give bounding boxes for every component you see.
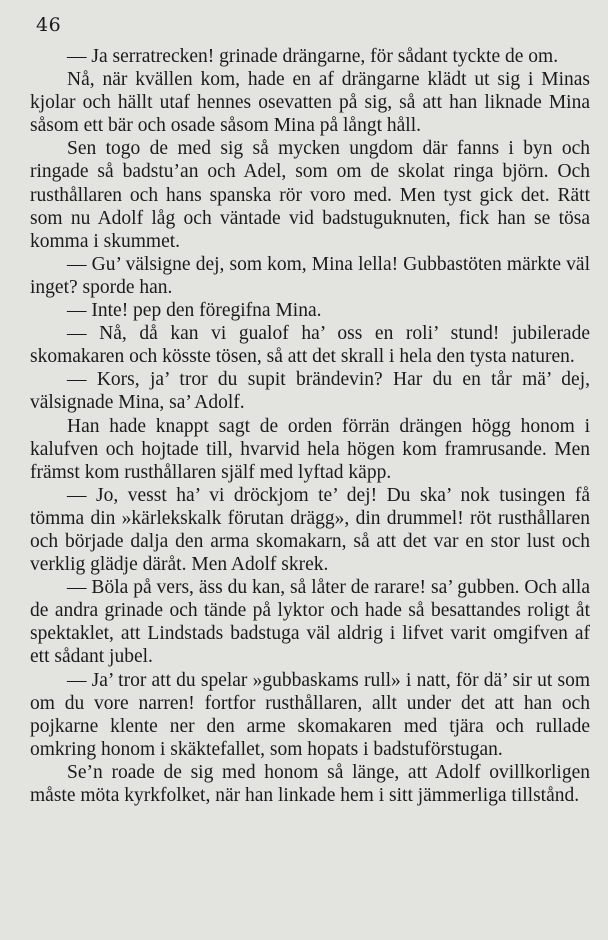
paragraph: Sen togo de med sig så mycken ungdom där fanns i byn och ringade så badstu’an och Adel, som om de skolat ringa björn. Och rusthållaren och hans spanska rör voro med. Men tyst gick det. Rätt som nu Adolf låg och väntade vid badstuguknuten, fick han se tösa komma i skummet.: [30, 138, 590, 252]
paragraph: Nå, när kvällen kom, hade en af drängarne klädt ut sig i Minas kjolar och hällt utaf hennes osevatten på sig, så att han liknade Mina såsom ett bär och osade såsom Mina på långt håll.: [30, 69, 590, 137]
paragraph: — Gu’ välsigne dej, som kom, Mina lella! Gubbastöten märkte väl inget? sporde han.: [30, 253, 590, 298]
paragraph: — Nå, då kan vi gualof ha’ oss en roli’ stund! jubilerade skomakaren och kösste tösen, så att det skrall i hela den tysta naturen.: [30, 323, 590, 368]
paragraph: Se’n roade de sig med honom så länge, att Adolf ovillkorligen måste möta kyrkfolket, när han linkade hem i sitt jämmerliga tillstånd.: [30, 761, 590, 806]
paragraph: Han hade knappt sagt de orden förrän drängen högg honom i kalufven och hojtade till, hvarvid hela högen kom framrusande. Men främst kom rusthållaren själf med lyftad käpp.: [30, 415, 590, 483]
paragraph: — Böla på vers, äss du kan, så låter de rarare! sa’ gubben. Och alla de andra grinade och tände på lyktor och hade så besattandes roligt åt spektaklet, att Lindstads badstuga väl aldrig i lifvet varit omgifven af ett sådant jubel.: [30, 577, 590, 668]
paragraph: — Inte! pep den föregifna Mina.: [67, 300, 322, 322]
paragraph: — Jo, vesst ha’ vi dröckjom te’ dej! Du ska’ nok tusingen få tömma din »kärlekskalk förutan drägg», din drummel! röt rusthållaren och började dalja den arma skomakarn, så att det var en stor lust och verklig glädje däråt. Men Adolf skrek.: [30, 484, 590, 576]
paragraph: — Kors, ja’ tror du supit brändevin? Har du en tår mä’ dej, välsignade Mina, sa’ Adolf.: [30, 369, 590, 414]
paragraph: — Ja serratrecken! grinade drängarne, för sådant tyckte de om.: [67, 46, 559, 67]
body-text: [30, 45, 590, 807]
page-number: 46: [36, 14, 62, 36]
paragraph: — Ja’ tror att du spelar »gubbaskams rull» i natt, för dä’ sir ut som om du vore narren! fortfor rusthållaren, allt under det att han och pojkarne klente ner den arme skomakaren med tjära och rullade omkring honom i skäktefallet, som hopats i badstuförstugan.: [30, 669, 590, 760]
